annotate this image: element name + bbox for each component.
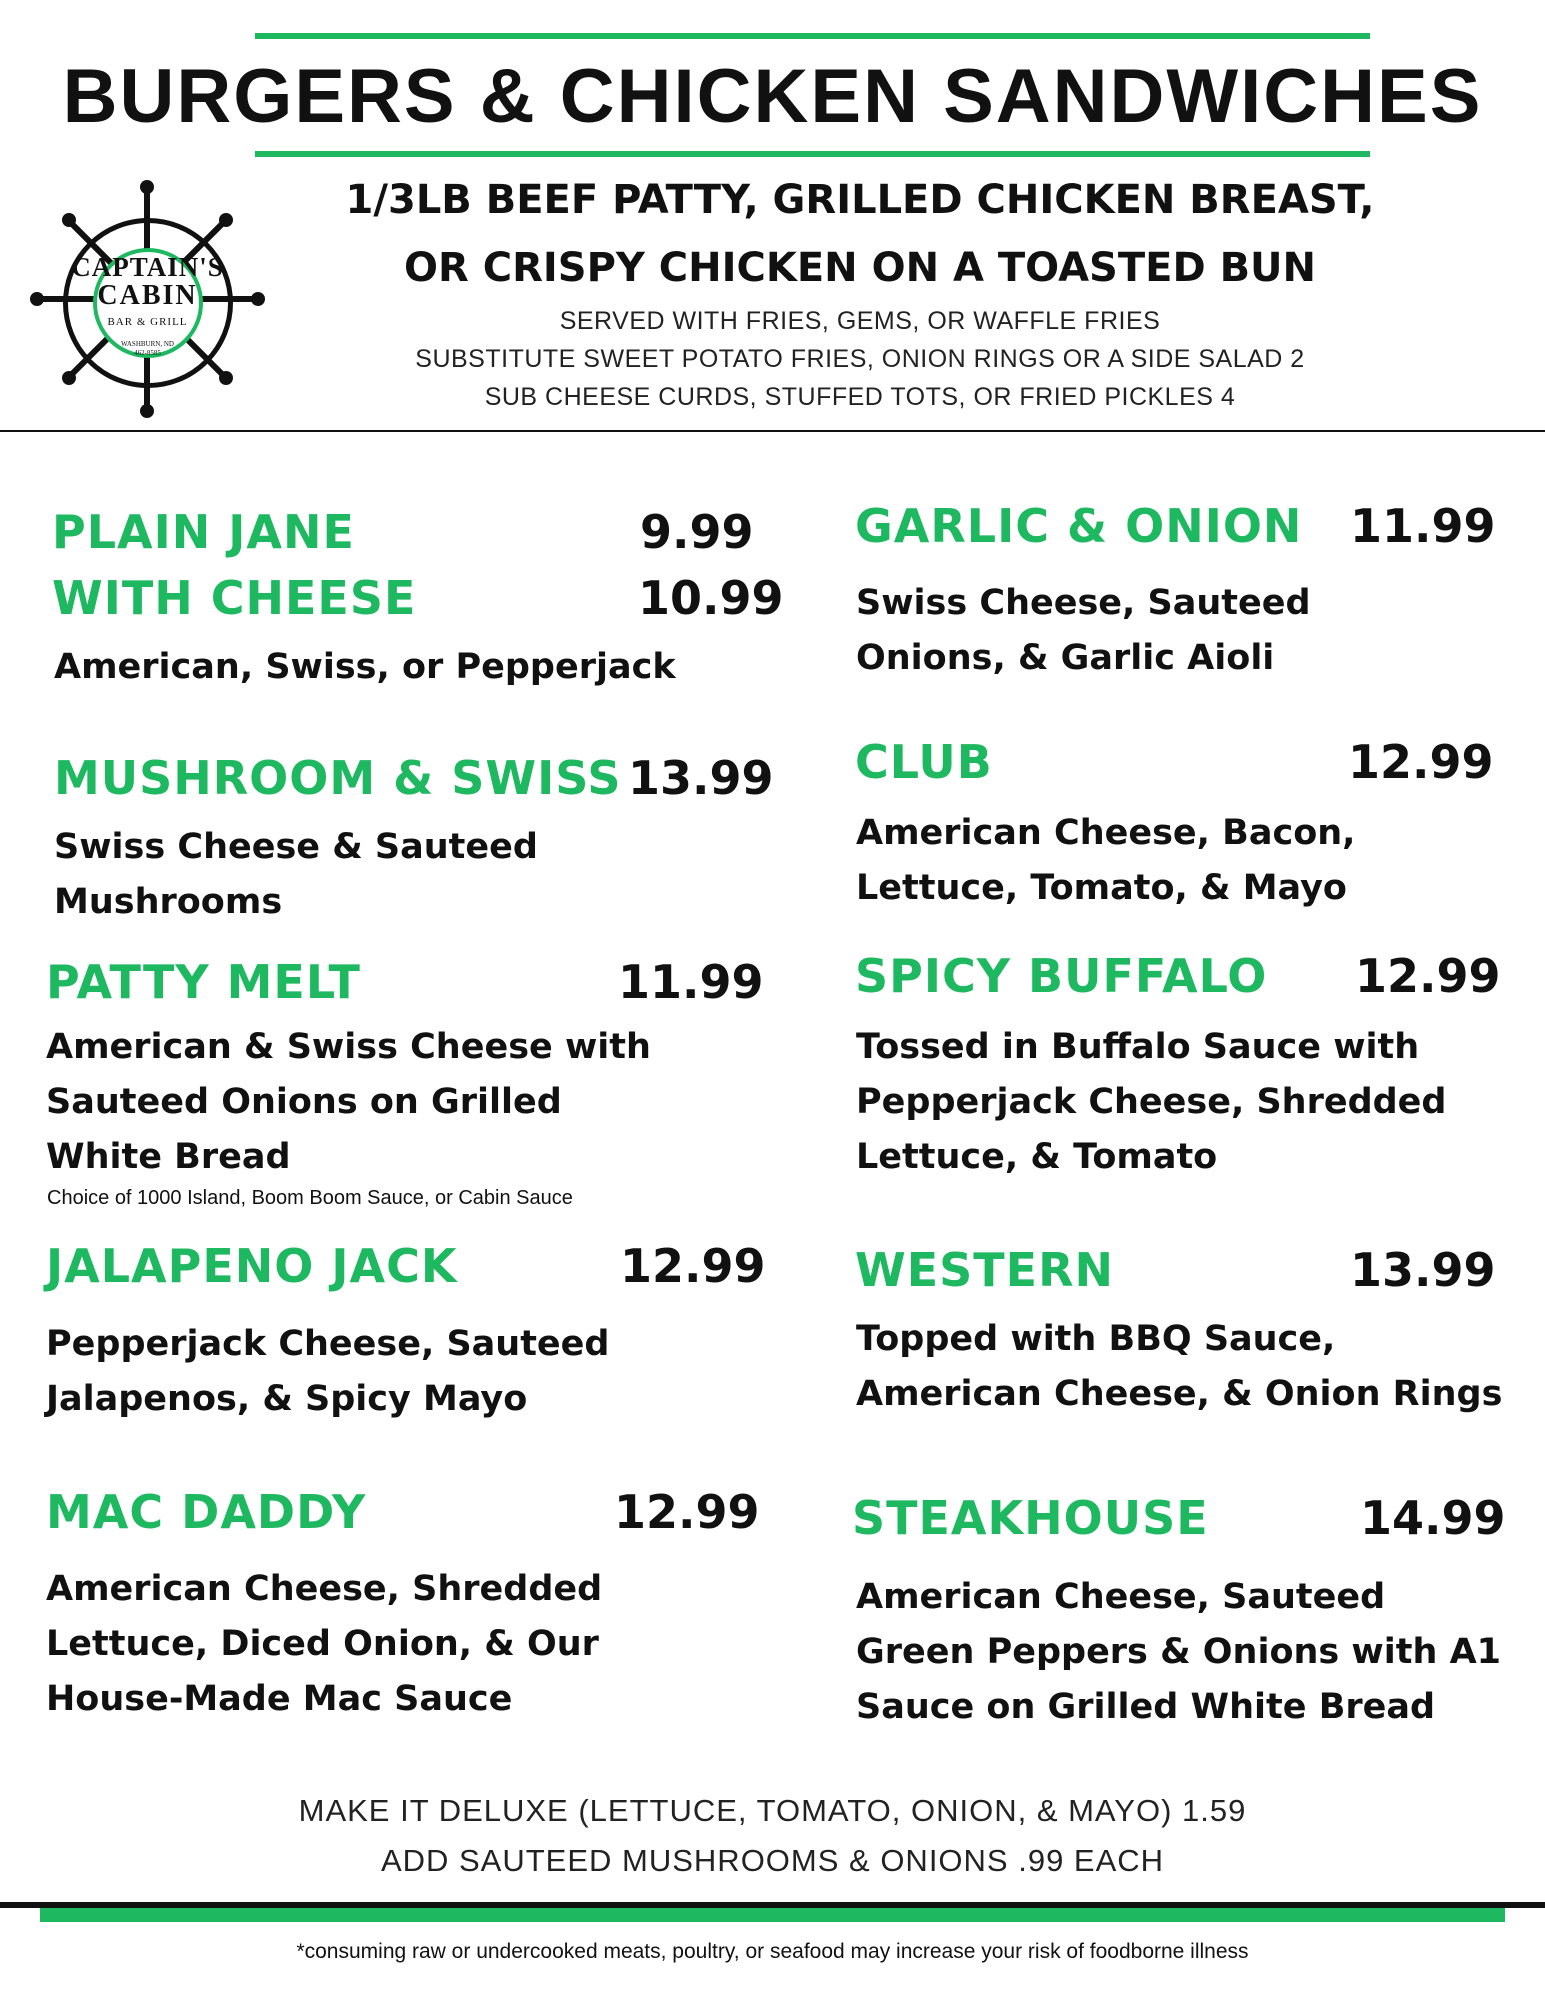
desc-line: American Cheese, Shredded (46, 1569, 603, 1609)
page-title: BURGERS & CHICKEN SANDWICHES (62, 54, 1483, 139)
desc-line: Lettuce, Diced Onion, & Our (46, 1624, 599, 1664)
item-desc-jalapeno-jack (46, 1317, 609, 1427)
wheel-knob-top (140, 180, 154, 194)
desc-line: American Cheese, Bacon, (856, 813, 1356, 853)
item-desc-garlic-onion (856, 576, 1311, 686)
item-name-spicy-buffalo: SPICY BUFFALO (855, 949, 1268, 1003)
subtitle-line-1: 1/3LB BEEF PATTY, GRILLED CHICKEN BREAST, (345, 177, 1375, 223)
item-price-spicy-buffalo: 12.99 (1355, 949, 1501, 1003)
desc-line: American Cheese, & Onion Rings (856, 1374, 1503, 1414)
desc-line: Pepperjack Cheese, Sauteed (46, 1324, 610, 1364)
wheel-knob-tl (62, 213, 76, 227)
desc-line: Tossed in Buffalo Sauce with (856, 1027, 1420, 1067)
item-desc-western (856, 1312, 1502, 1422)
desc-line: Mushrooms (54, 882, 283, 922)
footer-green-rule (40, 1908, 1505, 1922)
item-name-steakhouse: STEAKHOUSE (852, 1491, 1209, 1545)
item-desc-mushroom-swiss (54, 820, 538, 930)
item-price-jalapeno-jack: 12.99 (620, 1239, 766, 1293)
desc-line: House-Made Mac Sauce (46, 1679, 513, 1719)
desc-line: Lettuce, Tomato, & Mayo (856, 868, 1347, 908)
item-name-mac-daddy: MAC DADDY (46, 1485, 367, 1539)
logo-text-captains: CAPTAIN'S (71, 252, 224, 282)
item-name-western: WESTERN (855, 1243, 1115, 1297)
wheel-knob-tr (219, 213, 233, 227)
desc-line: American & Swiss Cheese with (46, 1027, 651, 1067)
item-price-with-cheese: 10.99 (638, 571, 784, 625)
desc-line: American Cheese, Sauteed (856, 1577, 1386, 1617)
desc-line: Topped with BBQ Sauce, (856, 1319, 1336, 1359)
header-divider (0, 430, 1545, 432)
wheel-knob-br (219, 371, 233, 385)
desc-line: Swiss Cheese & Sauteed (54, 827, 538, 867)
desc-line: Jalapenos, & Spicy Mayo (46, 1379, 528, 1419)
sides-note-2: SUBSTITUTE SWEET POTATO FRIES, ONION RINGS OR A SIDE SALAD 2 (415, 345, 1305, 373)
item-desc-mac-daddy (46, 1562, 602, 1727)
logo-text-city: WASHBURN, ND (121, 340, 174, 348)
desc-line: White Bread (46, 1137, 291, 1177)
sides-note-3: SUB CHEESE CURDS, STUFFED TOTS, OR FRIED PICKLES 4 (484, 383, 1236, 411)
desc-line: Sauteed Onions on Grilled (46, 1082, 562, 1122)
wheel-knob-bl (62, 371, 76, 385)
item-price-garlic-onion: 11.99 (1350, 499, 1496, 553)
logo-text-phone: 462-8585 (134, 349, 161, 357)
item-price-club: 12.99 (1348, 735, 1494, 789)
item-desc-spicy-buffalo (856, 1020, 1446, 1185)
top-green-rule (255, 33, 1370, 39)
item-desc-patty-melt (46, 1020, 651, 1185)
desc-line: Pepperjack Cheese, Shredded (856, 1082, 1447, 1122)
logo-text-bar-grill: BAR & GRILL (107, 316, 188, 328)
desc-line: Sauce on Grilled White Bread (856, 1687, 1436, 1727)
item-name-garlic-onion: GARLIC & ONION (855, 499, 1303, 553)
item-name-patty-melt: PATTY MELT (46, 955, 361, 1009)
item-name-plain-jane: PLAIN JANE (52, 505, 355, 559)
desc-line: American, Swiss, or Pepperjack (54, 647, 676, 687)
item-note-patty-melt: Choice of 1000 Island, Boom Boom Sauce, or Cabin Sauce (47, 1187, 573, 1209)
captains-cabin-logo (30, 180, 265, 420)
desc-line: Swiss Cheese, Sauteed (856, 583, 1311, 623)
item-price-western: 13.99 (1350, 1243, 1496, 1297)
subtitle-line-2: OR CRISPY CHICKEN ON A TOASTED BUN (403, 245, 1317, 291)
item-price-mushroom-swiss: 13.99 (628, 751, 774, 805)
sides-note-1: SERVED WITH FRIES, GEMS, OR WAFFLE FRIES (559, 307, 1161, 335)
desc-line: Onions, & Garlic Aioli (856, 638, 1275, 678)
item-price-patty-melt: 11.99 (618, 955, 764, 1009)
item-name-club: CLUB (855, 735, 993, 789)
item-price-steakhouse: 14.99 (1360, 1491, 1506, 1545)
logo-text-location (30, 340, 265, 358)
food-safety-disclaimer: *consuming raw or undercooked meats, poultry, or seafood may increase your risk of foodborne illness (296, 1940, 1249, 1963)
item-desc-with-cheese (54, 640, 676, 695)
item-name-jalapeno-jack: JALAPENO JACK (46, 1239, 458, 1293)
item-name-mushroom-swiss: MUSHROOM & SWISS (54, 751, 622, 805)
desc-line: Green Peppers & Onions with A1 (856, 1632, 1502, 1672)
deluxe-addon-note: MAKE IT DELUXE (LETTUCE, TOMATO, ONION, & MAYO) 1.59 (298, 1793, 1247, 1828)
logo-text-cabin: CABIN (97, 280, 198, 311)
wheel-knob-bottom (140, 404, 154, 418)
title-green-rule (255, 151, 1370, 157)
mushroom-onion-addon-note: ADD SAUTEED MUSHROOMS & ONIONS .99 EACH (380, 1843, 1165, 1878)
item-name-with-cheese: WITH CHEESE (52, 571, 417, 625)
desc-line: Lettuce, & Tomato (856, 1137, 1218, 1177)
item-price-plain-jane: 9.99 (640, 505, 754, 559)
item-desc-steakhouse (856, 1570, 1501, 1735)
item-price-mac-daddy: 12.99 (614, 1485, 760, 1539)
item-desc-club (856, 806, 1355, 916)
